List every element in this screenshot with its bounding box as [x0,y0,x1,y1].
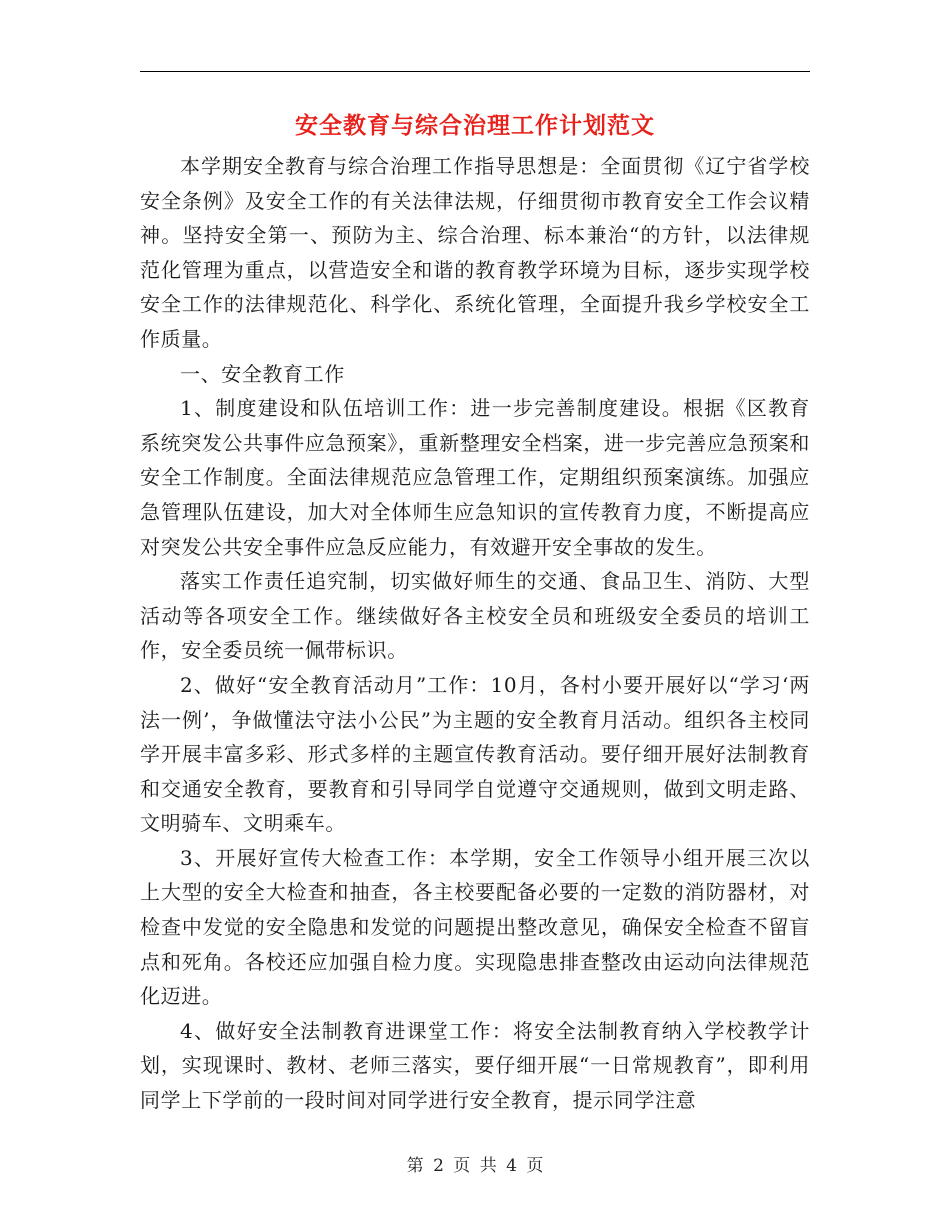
item-2-paragraph: 2、做好“安全教育活动月”工作：10月，各村小要开展好以“学习‘两法一例’，争做懂法守法小公民”为主题的安全教育月活动。组织各主校同学开展丰富多彩、形式多样的主题宣传教育活动。要仔细开展好法制教育和交通安全教育，要教育和引导同学自觉遵守交通规则，做到文明走路、文明骑车、文明乘车。 [140,672,810,836]
footer-suffix: 页 [526,1156,544,1176]
item-4-paragraph: 4、做好安全法制教育进课堂工作：将安全法制教育纳入学校教学计划，实现课时、教材、老师三落实，要仔细开展“一日常规教育”，即利用同学上下学前的一段时间对同学进行安全教育，提示同学注意 [140,1018,810,1113]
footer-page-word: 页 [453,1156,471,1176]
document-body [140,149,810,1118]
item-1-paragraph: 1、制度建设和队伍培训工作：进一步完善制度建设。根据《区教育系统突发公共事件应急预案》，重新整理安全档案，进一步完善应急预案和安全工作制度。全面法律规范应急管理工作，定期组织预案演练。加强应急管理队伍建设，加大对全体师生应急知识的宣传教育力度，不断提高应对突发公共安全事件应急反应能力，有效避开安全事故的发生。 [140,396,810,559]
document-title: 安全教育与综合治理工作计划范文 [295,112,655,139]
footer-prefix: 第 [406,1156,424,1176]
total-pages-number: 4 [506,1156,517,1176]
current-page-number: 2 [433,1156,444,1176]
item-3-paragraph: 3、开展好宣传大检查工作：本学期，安全工作领导小组开展三次以上大型的安全大检查和抽查，各主校要配备必要的一定数的消防器材，对检查中发觉的安全隐患和发觉的问题提出整改意见，确保安全检查不留盲点和死角。各校还应加强自检力度。实现隐患排查整改由运动向法律规范化迈进。 [140,845,810,1009]
page-footer [0,1154,950,1178]
footer-total-word: 共 [479,1156,497,1176]
section-heading: 一、安全教育工作 [180,361,345,386]
responsibility-paragraph: 落实工作责任追究制，切实做好师生的交通、食品卫生、消防、大型活动等各项安全工作。继续做好各主校安全员和班级安全委员的培训工作，安全委员统一佩带标识。 [140,569,810,663]
header-rule [140,71,810,72]
intro-paragraph: 本学期安全教育与综合治理工作指导思想是：全面贯彻《辽宁省学校安全条例》及安全工作的有关法律法规，仔细贯彻市教育安全工作会议精神。坚持安全第一、预防为主、综合治理、标本兼治“的方针，以法律规范化管理为重点，以营造安全和谐的教育教学环境为目标，逐步实现学校安全工作的法律规范化、科学化、系统化管理，全面提升我乡学校安全工作质量。 [140,154,810,351]
